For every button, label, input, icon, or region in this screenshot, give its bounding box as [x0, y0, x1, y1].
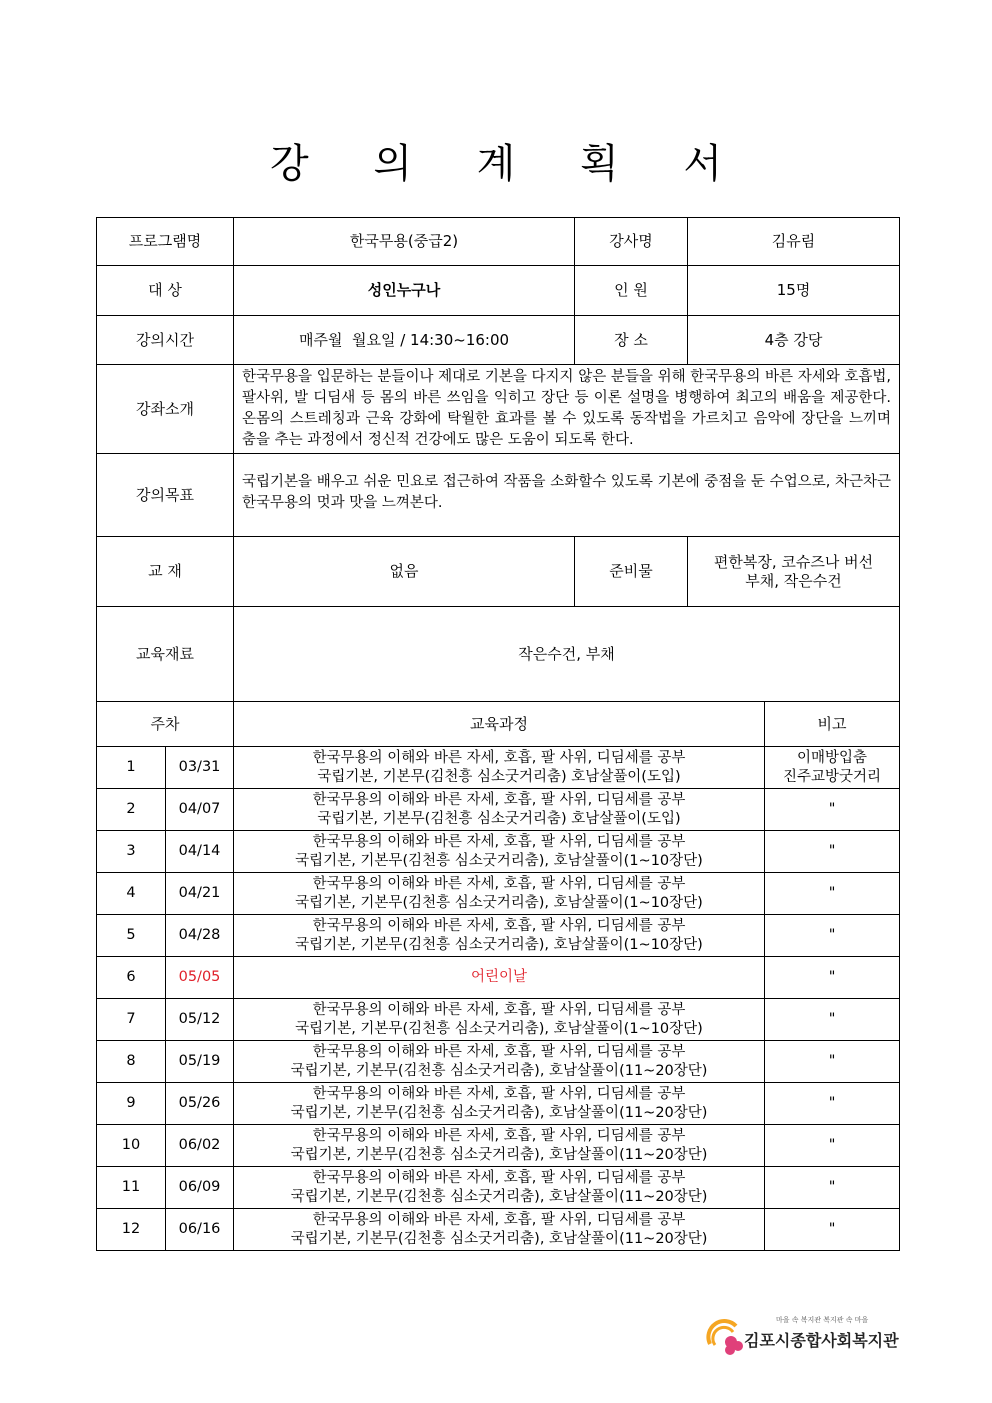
course-content [234, 915, 765, 957]
week-date: 04/21 [166, 873, 234, 915]
course-content [234, 789, 765, 831]
week-date: 05/26 [166, 1083, 234, 1125]
course-content [234, 831, 765, 873]
week-note: 이매방입춤 진주교방굿거리 [765, 747, 900, 789]
course-line-2: 국립기본, 기본무(김천흥 심소굿거리춤), 호남살풀이(11~20장단) [290, 1104, 708, 1121]
course-line-1: 한국무용의 이해와 바른 자세, 호흡, 팔 사위, 디딤세를 공부 [312, 749, 686, 766]
week-date: 03/31 [166, 747, 234, 789]
prep-line-1: 편한복장, 코슈즈나 버선 [713, 552, 874, 571]
course-line-1: 한국무용의 이해와 바른 자세, 호흡, 팔 사위, 디딤세를 공부 [312, 1127, 686, 1144]
course-line-2: 국립기본, 기본무(김천흥 심소굿거리춤) 호남살풀이(도입) [317, 768, 681, 785]
week-number: 7 [97, 999, 166, 1041]
course-content [234, 747, 765, 789]
week-note: " [765, 789, 900, 831]
week-date: 06/09 [166, 1167, 234, 1209]
course-line-2: 국립기본, 기본무(김천흥 심소굿거리춤), 호남살풀이(1~10장단) [295, 894, 703, 911]
week-date: 06/02 [166, 1125, 234, 1167]
week-note: " [765, 831, 900, 873]
course-content [234, 1083, 765, 1125]
week-note: " [765, 1209, 900, 1251]
target-value: 성인누구나 [234, 266, 575, 316]
course-line-1: 한국무용의 이해와 바른 자세, 호흡, 팔 사위, 디딤세를 공부 [312, 1085, 686, 1102]
intro-label: 강좌소개 [97, 365, 234, 454]
time-value: 매주월 월요일 / 14:30~16:00 [234, 316, 575, 365]
course-content [234, 957, 765, 999]
week-note: " [765, 957, 900, 999]
course-line-2: 국립기본, 기본무(김천흥 심소굿거리춤), 호남살풀이(1~10장단) [295, 1020, 703, 1037]
materials-value: 작은수건, 부채 [234, 607, 900, 702]
week-date: 05/12 [166, 999, 234, 1041]
course-content [234, 1041, 765, 1083]
week-date: 04/28 [166, 915, 234, 957]
schedule-row [97, 999, 900, 1041]
logo-icon [706, 1314, 746, 1360]
prep-line-2: 부채, 작은수건 [745, 571, 842, 590]
schedule-row [97, 1209, 900, 1251]
week-note: " [765, 1167, 900, 1209]
place-value: 4층 강당 [688, 316, 900, 365]
logo-tagline: 마을 속 복지관 복지관 속 마을 [776, 1316, 869, 1324]
course-line-1: 한국무용의 이해와 바른 자세, 호흡, 팔 사위, 디딤세를 공부 [312, 1211, 686, 1228]
instructor-value: 김유림 [688, 218, 900, 266]
week-number: 3 [97, 831, 166, 873]
course-line-2: 국립기본, 기본무(김천흥 심소굿거리춤), 호남살풀이(11~20장단) [290, 1146, 708, 1163]
place-label: 장 소 [575, 316, 688, 365]
schedule-row [97, 1125, 900, 1167]
prep-label: 준비물 [575, 537, 688, 607]
schedule-row [97, 1041, 900, 1083]
week-note: " [765, 1125, 900, 1167]
week-number: 12 [97, 1209, 166, 1251]
week-number: 5 [97, 915, 166, 957]
program-value: 한국무용(중급2) [234, 218, 575, 266]
course-line-1: 한국무용의 이해와 바른 자세, 호흡, 팔 사위, 디딤세를 공부 [312, 875, 686, 892]
logo-name: 김포시종합사회복지관 [744, 1331, 899, 1350]
capacity-label: 인 원 [575, 266, 688, 316]
course-content [234, 999, 765, 1041]
schedule-row [97, 1083, 900, 1125]
week-note: " [765, 1083, 900, 1125]
week-note: " [765, 1041, 900, 1083]
week-date: 05/19 [166, 1041, 234, 1083]
week-date: 05/05 [166, 957, 234, 999]
course-line-2: 국립기본, 기본무(김천흥 심소굿거리춤), 호남살풀이(11~20장단) [290, 1230, 708, 1247]
textbook-label: 교 재 [97, 537, 234, 607]
course-line-2: 국립기본, 기본무(김천흥 심소굿거리춤), 호남살풀이(11~20장단) [290, 1188, 708, 1205]
course-content [234, 1209, 765, 1251]
week-number: 4 [97, 873, 166, 915]
course-line-2: 국립기본, 기본무(김천흥 심소굿거리춤), 호남살풀이(1~10장단) [295, 936, 703, 953]
schedule-body [97, 747, 900, 1251]
schedule-row [97, 747, 900, 789]
instructor-label: 강사명 [575, 218, 688, 266]
week-note: " [765, 999, 900, 1041]
week-header: 주차 [97, 702, 234, 747]
course-line-1: 한국무용의 이해와 바른 자세, 호흡, 팔 사위, 디딤세를 공부 [312, 1169, 686, 1186]
capacity-value: 15명 [688, 266, 900, 316]
schedule-row [97, 915, 900, 957]
week-note: " [765, 873, 900, 915]
time-label: 강의시간 [97, 316, 234, 365]
note-header: 비고 [765, 702, 900, 747]
schedule-row [97, 957, 900, 999]
week-number: 6 [97, 957, 166, 999]
week-date: 04/07 [166, 789, 234, 831]
schedule-row [97, 789, 900, 831]
course-content [234, 1167, 765, 1209]
prep-value [688, 537, 900, 607]
week-number: 8 [97, 1041, 166, 1083]
course-line-1: 어린이날 [471, 969, 528, 985]
schedule-row [97, 831, 900, 873]
week-number: 10 [97, 1125, 166, 1167]
week-number: 11 [97, 1167, 166, 1209]
week-number: 1 [97, 747, 166, 789]
target-label: 대 상 [97, 266, 234, 316]
course-line-1: 한국무용의 이해와 바른 자세, 호흡, 팔 사위, 디딤세를 공부 [312, 1001, 686, 1018]
week-date: 06/16 [166, 1209, 234, 1251]
intro-text: 한국무용을 입문하는 분들이나 제대로 기본을 다지지 않은 분들을 위해 한국무용의 바른 자세와 호흡법, 팔사위, 발 디딤새 등 몸의 바른 쓰임을 익히고 장단 등 이론 설명을 병행하여 최고의 배움을 제공한다. 온몸의 스트레칭과 근육 강화에 탁월한 효과를 볼 수 있도록 동작법을 가르치고 음악에 장단을 느끼며 춤을 추는 과정에서 정신적 건강에도 많은 도움이 되도록 한다. [234, 365, 900, 454]
course-line-2: 국립기본, 기본무(김천흥 심소굿거리춤), 호남살풀이(11~20장단) [290, 1062, 708, 1079]
logo [706, 1312, 902, 1360]
course-content [234, 873, 765, 915]
week-note: " [765, 915, 900, 957]
goal-text: 국립기본을 배우고 쉬운 민요로 접근하여 작품을 소화할수 있도록 기본에 중점을 둔 수업으로, 차근차근 한국무용의 멋과 맛을 느껴본다. [234, 454, 900, 537]
course-line-1: 한국무용의 이해와 바른 자세, 호흡, 팔 사위, 디딤세를 공부 [312, 917, 686, 934]
materials-label: 교육재료 [97, 607, 234, 702]
week-number: 9 [97, 1083, 166, 1125]
course-line-2: 국립기본, 기본무(김천흥 심소굿거리춤) 호남살풀이(도입) [317, 810, 681, 827]
program-label: 프로그램명 [97, 218, 234, 266]
course-line-2: 국립기본, 기본무(김천흥 심소굿거리춤), 호남살풀이(1~10장단) [295, 852, 703, 869]
week-date: 04/14 [166, 831, 234, 873]
course-line-1: 한국무용의 이해와 바른 자세, 호흡, 팔 사위, 디딤세를 공부 [312, 833, 686, 850]
page-title: 강 의 계 획 서 [269, 141, 749, 187]
course-line-1: 한국무용의 이해와 바른 자세, 호흡, 팔 사위, 디딤세를 공부 [312, 791, 686, 808]
lecture-plan-table [96, 217, 900, 1251]
course-header: 교육과정 [234, 702, 765, 747]
week-number: 2 [97, 789, 166, 831]
course-line-1: 한국무용의 이해와 바른 자세, 호흡, 팔 사위, 디딤세를 공부 [312, 1043, 686, 1060]
course-content [234, 1125, 765, 1167]
schedule-row [97, 1167, 900, 1209]
textbook-value: 없음 [234, 537, 575, 607]
goal-label: 강의목표 [97, 454, 234, 537]
schedule-row [97, 873, 900, 915]
